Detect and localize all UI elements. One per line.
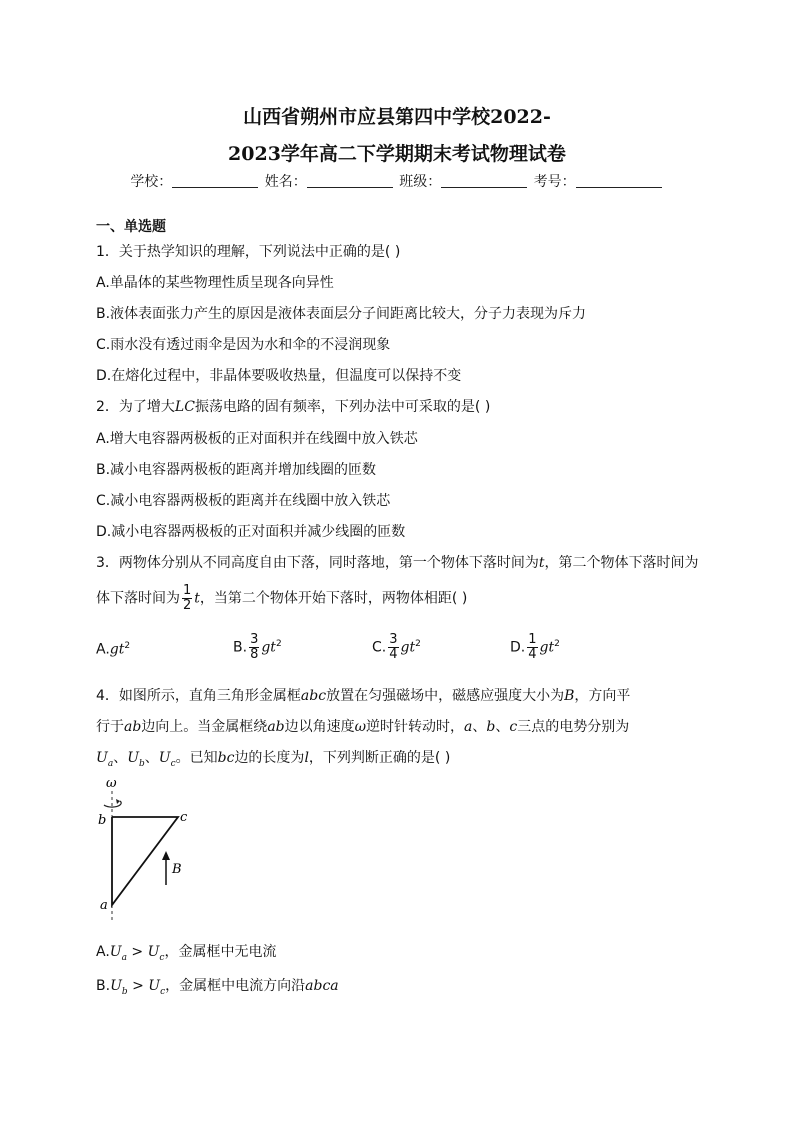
q1-option-c: C.雨水没有透过雨伞是因为水和伞的不浸润现象 [96, 337, 391, 353]
q1-option-d: D.在熔化过程中，非晶体要吸收热量，但温度可以保持不变 [96, 368, 462, 384]
field-arrow-icon [162, 851, 170, 860]
q1-option-b: B.液体表面张力产生的原因是液体表面层分子间距离比较大，分子力表现为斥力 [96, 306, 587, 322]
q3-option-b: B. $\frac{3}{8}$ $gt^2$ [233, 632, 282, 662]
section-heading: 一、单选题 [96, 219, 166, 235]
title-line-2: 2023学年高二下学期期末考试物理试卷 [228, 143, 566, 165]
q3-option-c: C. $\frac{3}{4}$ $gt^2$ [372, 632, 421, 662]
school-label: 学校： [130, 174, 173, 190]
q3-stem-line2: 体下落时间为 $\frac{1}{2}$ t，当第二个物体开始下落时，两物体相距( ) [96, 583, 468, 613]
q4-stem-line3: $U_a$、$U_b$、$U_c$。已知bc边的长度为l，下列判断正确的是( ) [96, 750, 451, 769]
number-blank[interactable] [576, 187, 662, 188]
q2-option-b: B.减小电容器两极板的距离并增加线圈的匝数 [96, 462, 377, 478]
q3-option-d: D. $\frac{1}{4}$ $gt^2$ [510, 632, 560, 662]
q4-option-b: $B.U_b > U_c$，金属框中电流方向沿abca [96, 978, 339, 997]
q4-stem-line1: 4．如图所示，直角三角形金属框abc放置在匀强磁场中，磁感应强度大小为B，方向平 [96, 688, 631, 704]
triangle-frame-figure [90, 775, 200, 925]
school-blank[interactable] [172, 187, 258, 188]
figure-label-omega: ω [106, 776, 117, 791]
q2-option-c: C.减小电容器两极板的距离并在线圈中放入铁芯 [96, 493, 391, 509]
q3-option-a: $A.gt^2$ [96, 641, 131, 658]
q1-stem: 1．关于热学知识的理解，下列说法中正确的是( ) [96, 244, 401, 260]
q1-option-a: A.单晶体的某些物理性质呈现各向异性 [96, 275, 334, 291]
figure-label-b: b [98, 813, 107, 828]
number-label: 考号： [533, 174, 576, 190]
figure-label-c: c [180, 810, 188, 825]
q2-stem: 2．为了增大LC振荡电路的固有频率，下列办法中可采取的是( ) [96, 399, 491, 415]
title-line-1: 山西省朔州市应县第四中学校2022- [243, 106, 551, 128]
name-label: 姓名： [264, 174, 307, 190]
q4-stem-line2: 行于ab边向上。当金属框绕ab边以角速度ω逆时针转动时，a、b、c三点的电势分别为 [96, 719, 630, 735]
class-blank[interactable] [441, 187, 527, 188]
class-label: 班级： [399, 174, 442, 190]
q3-stem-line1: 3．两物体分别从不同高度自由下落，同时落地，第一个物体下落时间为t，第二个物体下落时间为 [96, 555, 699, 571]
student-info-line [0, 171, 794, 191]
q4-option-a: $A.U_a > U_c$，金属框中无电流 [96, 944, 277, 963]
name-blank[interactable] [307, 187, 393, 188]
figure-label-a: a [100, 898, 108, 913]
q2-option-a: A.增大电容器两极板的正对面积并在线圈中放入铁芯 [96, 431, 418, 447]
figure-label-B: B [172, 862, 182, 877]
fraction-half: $\frac{1}{2}$ [183, 583, 192, 613]
q2-option-d: D.减小电容器两极板的正对面积并减少线圈的匝数 [96, 524, 406, 540]
